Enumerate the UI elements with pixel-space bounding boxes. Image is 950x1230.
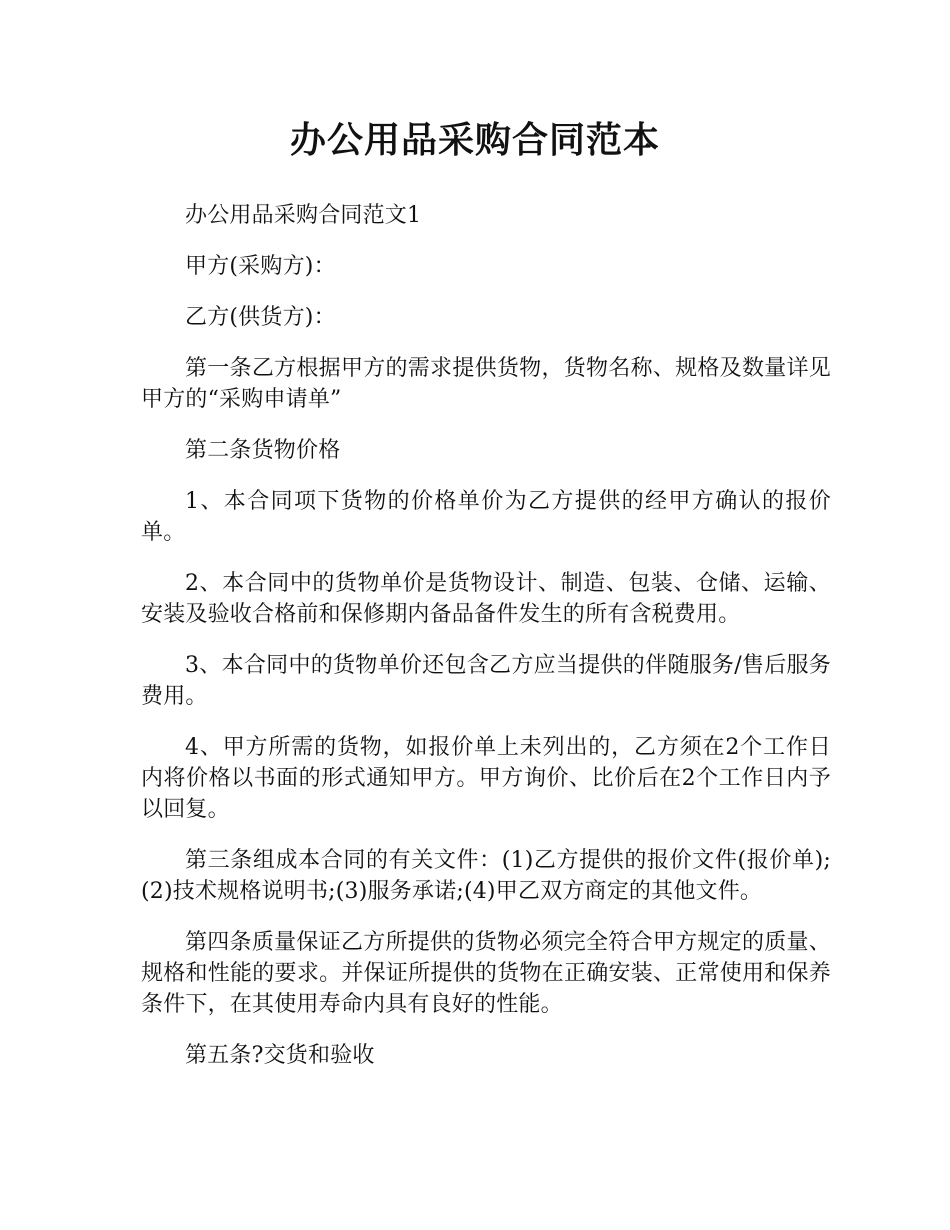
paragraph-article-2-item-3: 3、本合同中的货物单价还包含乙方应当提供的伴随服务/售后服务费用。 [141, 653, 831, 709]
document-body [141, 200, 831, 1091]
paragraph-article-3: 第三条组成本合同的有关文件：(1)乙方提供的报价文件(报价单);(2)技术规格说明书;(3)服务承诺;(4)甲乙双方商定的其他文件。 [141, 848, 831, 904]
paragraph-party-a: 甲方(采购方)： [185, 254, 336, 279]
paragraph-article-2-item-2: 2、本合同中的货物单价是货物设计、制造、包装、仓储、运输、安装及验收合格前和保修期内备品备件发生的所有含税费用。 [141, 571, 831, 627]
paragraph-party-b: 乙方(供货方)： [185, 305, 336, 330]
paragraph-article-2-heading: 第二条货物价格 [185, 438, 341, 463]
paragraph-article-1: 第一条乙方根据甲方的需求提供货物，货物名称、规格及数量详见甲方的“采购申请单” [141, 356, 831, 412]
paragraph-article-2-item-4: 4、甲方所需的货物，如报价单上未列出的，乙方须在2个工作日内将价格以书面的形式通知甲方。甲方询价、比价后在2个工作日内予以回复。 [141, 735, 831, 822]
paragraph-article-5-heading: 第五条?交货和验收 [185, 1043, 375, 1068]
paragraph-article-2-item-1: 1、本合同项下货物的价格单价为乙方提供的经甲方确认的报价单。 [141, 489, 831, 545]
document-title: 办公用品采购合同范本 [289, 120, 660, 161]
paragraph-article-4: 第四条质量保证乙方所提供的货物必须完全符合甲方规定的质量、规格和性能的要求。并保证所提供的货物在正确安装、正常使用和保养条件下，在其使用寿命内具有良好的性能。 [141, 930, 831, 1017]
paragraph-heading-contract-1: 办公用品采购合同范文1 [185, 203, 422, 228]
